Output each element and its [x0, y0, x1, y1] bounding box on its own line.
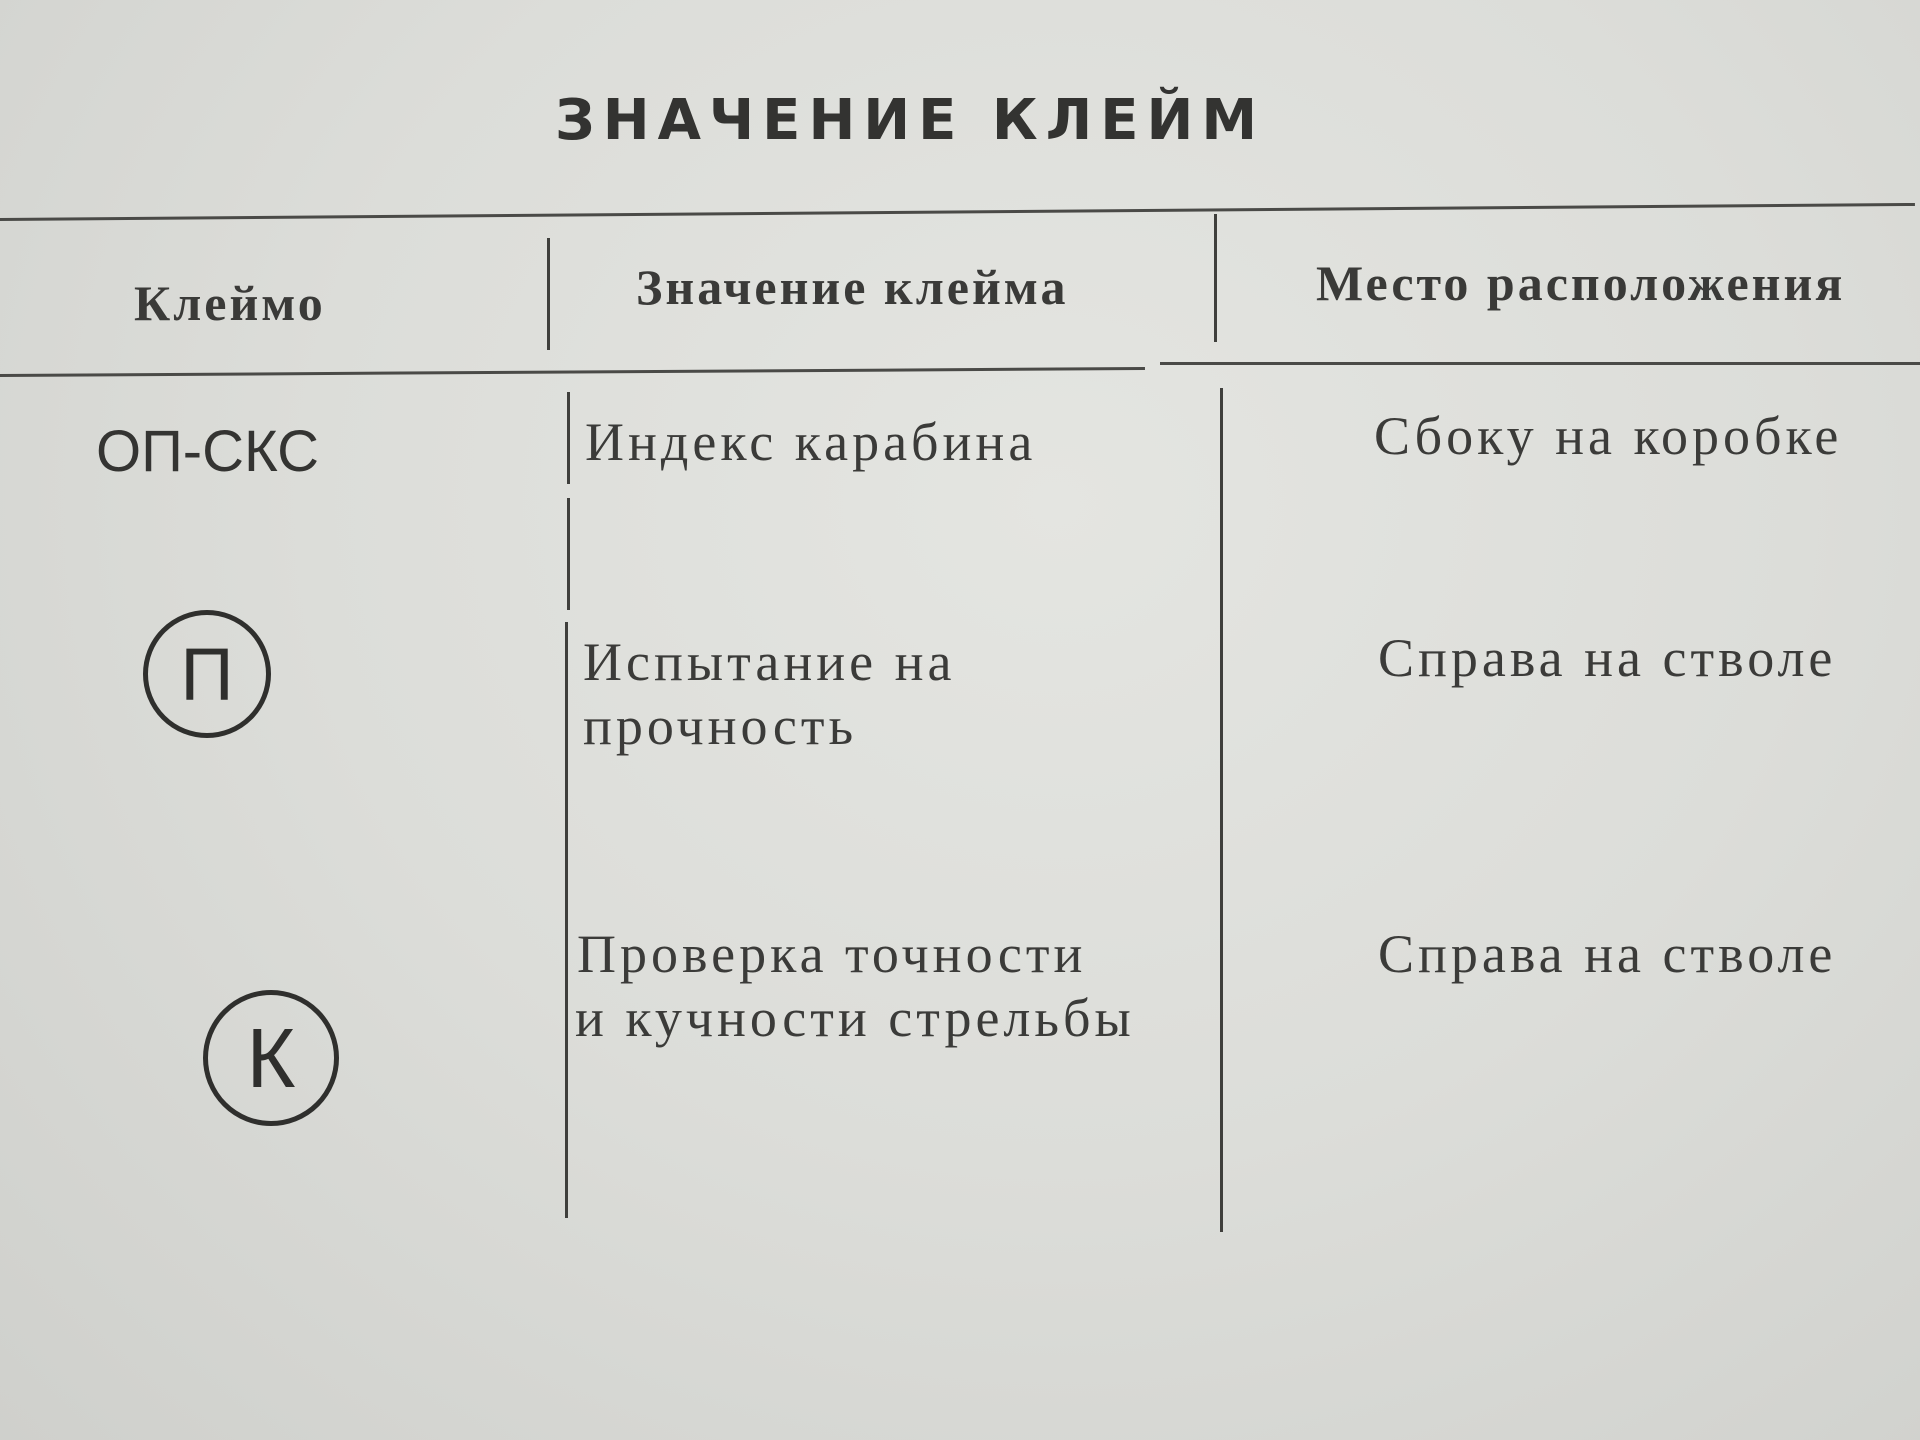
column-header-meaning: Значение клейма: [636, 259, 1069, 315]
row-2-meaning-line-2: прочность: [583, 696, 858, 756]
column-divider-1a: [567, 392, 570, 484]
row-2-location: Справа на стволе: [1378, 628, 1837, 688]
stamp-code-op-sks: ОП-СКС: [96, 419, 320, 484]
row-1-location: Сбоку на коробке: [1374, 406, 1843, 466]
stamp-k-letter: К: [246, 1010, 296, 1105]
stamp-p-circle: [143, 610, 271, 738]
column-header-stamp: Клеймо: [134, 275, 326, 331]
document-title: ЗНАЧЕНИЕ КЛЕЙМ: [554, 88, 1266, 153]
row-2-meaning-line-1: Испытание на: [583, 632, 956, 692]
column-divider-2: [1220, 388, 1223, 1232]
stamp-p-letter: П: [180, 632, 234, 716]
column-divider-1b: [567, 498, 570, 610]
row-1-meaning: Индекс карабина: [585, 412, 1037, 472]
header-bottom-rule-right: [1160, 362, 1920, 365]
table-top-rule: [0, 203, 1915, 221]
column-header-location: Место расположения: [1316, 255, 1846, 311]
row-3-meaning-line-1: Проверка точности: [577, 924, 1087, 984]
header-bottom-rule: [0, 367, 1145, 377]
header-divider-2: [1214, 214, 1217, 342]
stamp-k-circle: [203, 990, 339, 1126]
row-3-location: Справа на стволе: [1378, 924, 1837, 984]
header-divider-1: [547, 238, 550, 350]
column-divider-1c: [565, 622, 568, 1218]
row-3-meaning-line-2: и кучности стрельбы: [575, 988, 1135, 1048]
